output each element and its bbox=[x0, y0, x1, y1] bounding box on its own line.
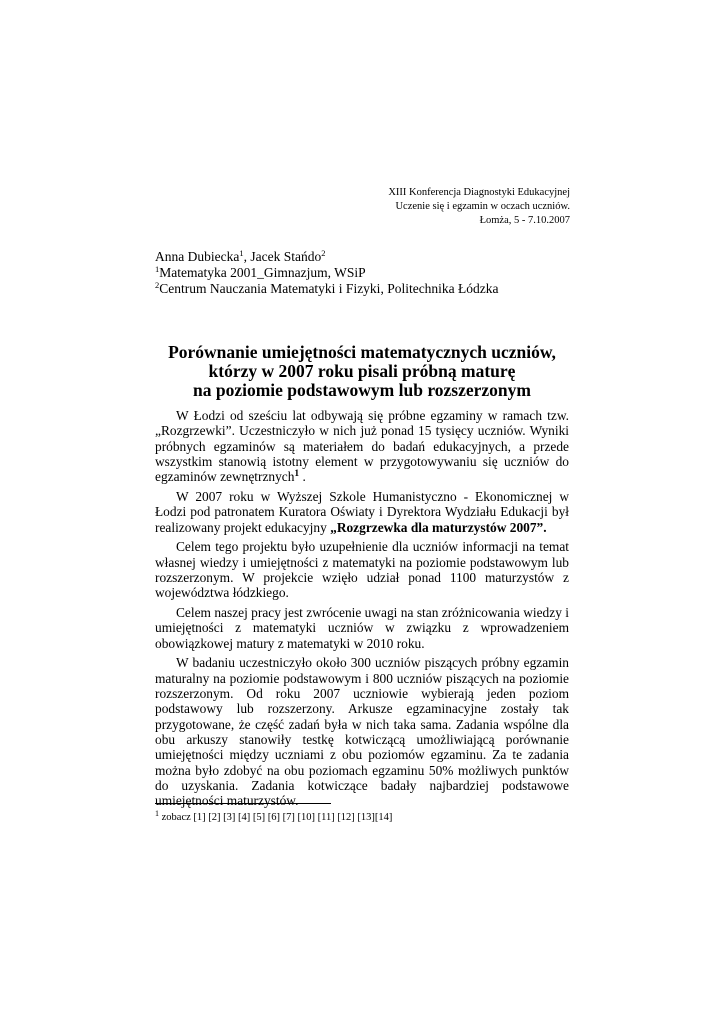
affiliation-1-marker: 1 bbox=[155, 264, 160, 274]
author-separator: , bbox=[243, 249, 251, 264]
footnote-reference: 1 bbox=[294, 469, 300, 480]
affiliation-2 bbox=[155, 281, 499, 297]
body-text bbox=[155, 408, 569, 813]
footnote-text: zobacz [1] [2] [3] [4] [5] [6] [7] [10] [11] [12] [13][14] bbox=[159, 812, 393, 823]
title-line-3: na poziomie podstawowym lub rozszerzonym bbox=[193, 380, 531, 400]
affiliation-2-marker: 2 bbox=[155, 280, 160, 290]
conference-name: XIII Konferencja Diagnostyki Edukacyjnej bbox=[388, 187, 570, 198]
author-1: Anna Dubiecka bbox=[155, 249, 240, 264]
title-line-2: którzy w 2007 roku pisali próbną maturę bbox=[208, 361, 516, 381]
paragraph-4: Celem naszej pracy jest zwrócenie uwagi na stan zróżnicowania wiedzy i umiejętności z matematyki uczniów w związku z wprowadzeniem obowiązkowej matury z matematyki w 2010 roku. bbox=[155, 605, 569, 651]
conference-header bbox=[388, 186, 570, 228]
title-line-1: Porównanie umiejętności matematycznych uczniów, bbox=[168, 342, 556, 362]
footnote-marker: 1 bbox=[155, 809, 159, 818]
paragraph-1-text: W Łodzi od sześciu lat odbywają się próbne egzaminy w ramach tzw. „Rozgrzewki”. Uczestniczyło w nich już ponad 15 tysięcy uczniów. Wyniki próbnych egzaminów są materiałem do badań edukacyjnych, a przede wszystkim stanowią istotny element w przygotowywaniu się uczniów do egzaminów zewnętrznych bbox=[155, 408, 569, 485]
paragraph-1-end: . bbox=[299, 469, 306, 485]
paragraph-3: Celem tego projektu było uzupełnienie dla uczniów informacji na temat własnej wiedzy i umiejętności z matematyki na poziomie podstawowym lub rozszerzonym. W projekcie wzięło udział ponad 1100 maturzystów z województwa łódzkiego. bbox=[155, 539, 569, 601]
author-2-marker: 2 bbox=[321, 248, 326, 258]
author-1-marker: 1 bbox=[239, 248, 244, 258]
project-name: „Rozgrzewka dla maturzystów 2007”. bbox=[330, 519, 547, 535]
affiliation-1-text: Matematyka 2001_Gimnazjum, WSiP bbox=[159, 265, 366, 280]
paragraph-2 bbox=[155, 489, 569, 535]
footnote bbox=[155, 811, 392, 824]
conference-place-date: Łomża, 5 - 7.10.2007 bbox=[479, 215, 570, 226]
footnote-divider bbox=[155, 803, 331, 804]
affiliation-1 bbox=[155, 265, 499, 281]
paragraph-2-text: W 2007 roku w Wyższej Szkole Humanistyczno - Ekonomicznej w Łodzi pod patronatem Kuratora Oświaty i Dyrektora Wydziału Edukacji był realizowany projekt edukacyjny bbox=[155, 488, 569, 535]
conference-theme: Uczenie się i egzamin w oczach uczniów. bbox=[395, 201, 570, 212]
author-names bbox=[155, 249, 499, 265]
authors-block bbox=[155, 249, 499, 297]
paragraph-1 bbox=[155, 408, 569, 484]
paragraph-5: W badaniu uczestniczyło około 300 uczniów piszących próbny egzamin maturalny na poziomie podstawowym i 800 uczniów piszących na poziomie rozszerzonym. Od roku 2007 uczniowie wybierają jeden poziom podstawowy lub rozszerzony. Arkusze egzaminacyjne zostały tak przygotowane, że część zadań była w nich taka sama. Zadania wspólne dla obu arkuszy stanowiły testkę kotwiczącą umożliwiającą porównanie umiejętności między uczniami z obu poziomów egzaminu. Za te zadania można było zdobyć na obu poziomach egzaminu 50% możliwych punktów do uzyskania. Zadania kotwiczące badały najbardziej podstawowe umiejętności maturzystów. bbox=[155, 655, 569, 809]
paper-title bbox=[155, 343, 569, 400]
affiliation-2-text: Centrum Nauczania Matematyki i Fizyki, Politechnika Łódzka bbox=[159, 281, 499, 296]
author-2: Jacek Stańdo bbox=[250, 249, 322, 264]
